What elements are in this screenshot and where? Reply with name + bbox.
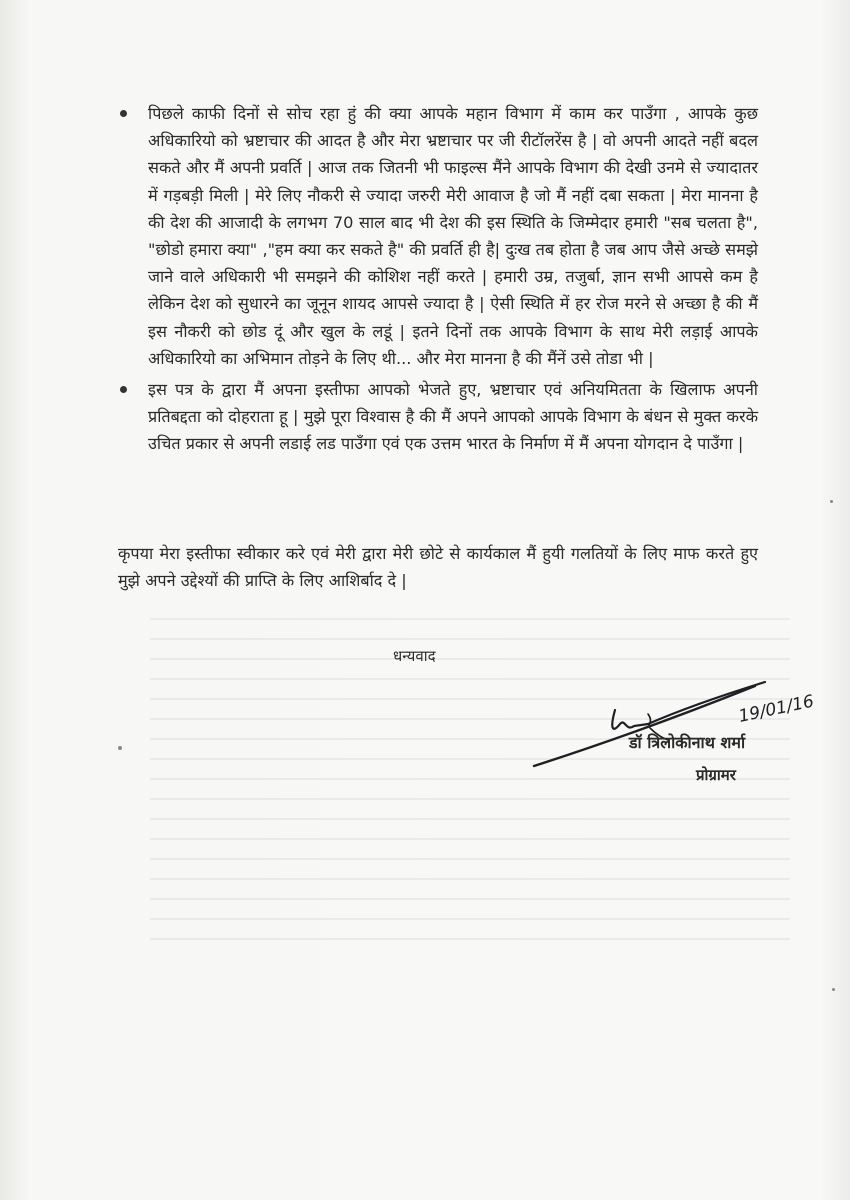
bullet-dot-icon [120, 110, 127, 117]
bullet-dot-icon [120, 386, 127, 393]
bullet-paragraph-1 [118, 100, 758, 372]
bullet-paragraph-2-text: इस पत्र के द्वारा मैं अपना इस्तीफा आपको भेजते हुए, भ्रष्टाचार एवं अनियमितता के खिलाफ अपनी प्रतिबद्दता को दोहराता हू | मुझे पूरा विश्वास है की मैं अपने आपको आपके विभाग के बंधन से मुक्त करके उचित प्रकार से अपनी लडाई लड पाउँगा एवं एक उत्तम भारत के निर्माण में मैं अपना योगदान दे पाउँगा | [148, 380, 758, 454]
closing-paragraph: कृपया मेरा इस्तीफा स्वीकार करे एवं मेरी द्वारा मेरी छोटे से कार्यकाल मैं हुयी गलतियों के लिए माफ करते हुए मुझे अपने उद्देश्यों की प्राप्ति के लिए आशिर्बाद दे | [118, 544, 758, 591]
signer-designation: प्रोग्रामर [696, 766, 736, 784]
scan-speck [118, 746, 122, 750]
letter-bullet-list [118, 100, 758, 462]
scan-speck [832, 988, 835, 991]
bullet-paragraph-2 [118, 376, 758, 458]
signature-date: 19/01/16 [736, 691, 816, 727]
reverse-side-bleed-through [150, 600, 790, 1000]
signer-name: डॉ त्रिलोकीनाथ शर्मा [629, 733, 746, 752]
bullet-paragraph-1-text: पिछले काफी दिनों से सोच रहा हुं की क्या आपके महान विभाग में काम कर पाउँगा , आपके कुछ अधिकारियो को भ्रष्टाचार की आदत है और मेरा भ्रष्टाचार पर जी रीटॉलरेंस है | वो अपनी आदते नहीं बदल सकते और मैं अपनी प्रवर्ति | आज तक जितनी भी फाइल्स मैंने आपके विभाग की देखी उनमे से ज्यादातर में गड़बड़ी मिली | मेरे लिए नौकरी से ज्यादा जरुरी मेरी आवाज है जो मैं नहीं दबा सकता | मेरा मानना है की देश की आजादी के लगभग 70 साल बाद भी देश की इस स्थिति के जिम्मेदार हमारी "सब चलता है", "छोडो हमारा क्या" ,"हम क्या कर सकते है" की प्रवर्ति ही है| दुःख तब होता है जब आप जैसे अच्छे समझे जाने वाले अधिकारी भी समझने की कोशिश नहीं करते | हमारी उम्र, तजुर्बा, ज्ञान सभी आपसे कम है लेकिन देश को सुधारने का जूनून शायद आपसे ज्यादा है | ऐसी स्थिति में हर रोज मरने से अच्छा है की मैं इस नौकरी को छोड दूं और खुल के लडूं | इतने दिनों तक आपके विभाग के साथ मेरी लड़ाई आपके अधिकारियो का अभिमान तोड़ने के लिए थी... और मेरा मानना है की मैंनें उसे तोडा भी | [148, 104, 758, 368]
thanks-text: धन्यवाद [393, 647, 436, 665]
handwritten-signature [530, 668, 830, 778]
scan-speck [830, 500, 833, 503]
